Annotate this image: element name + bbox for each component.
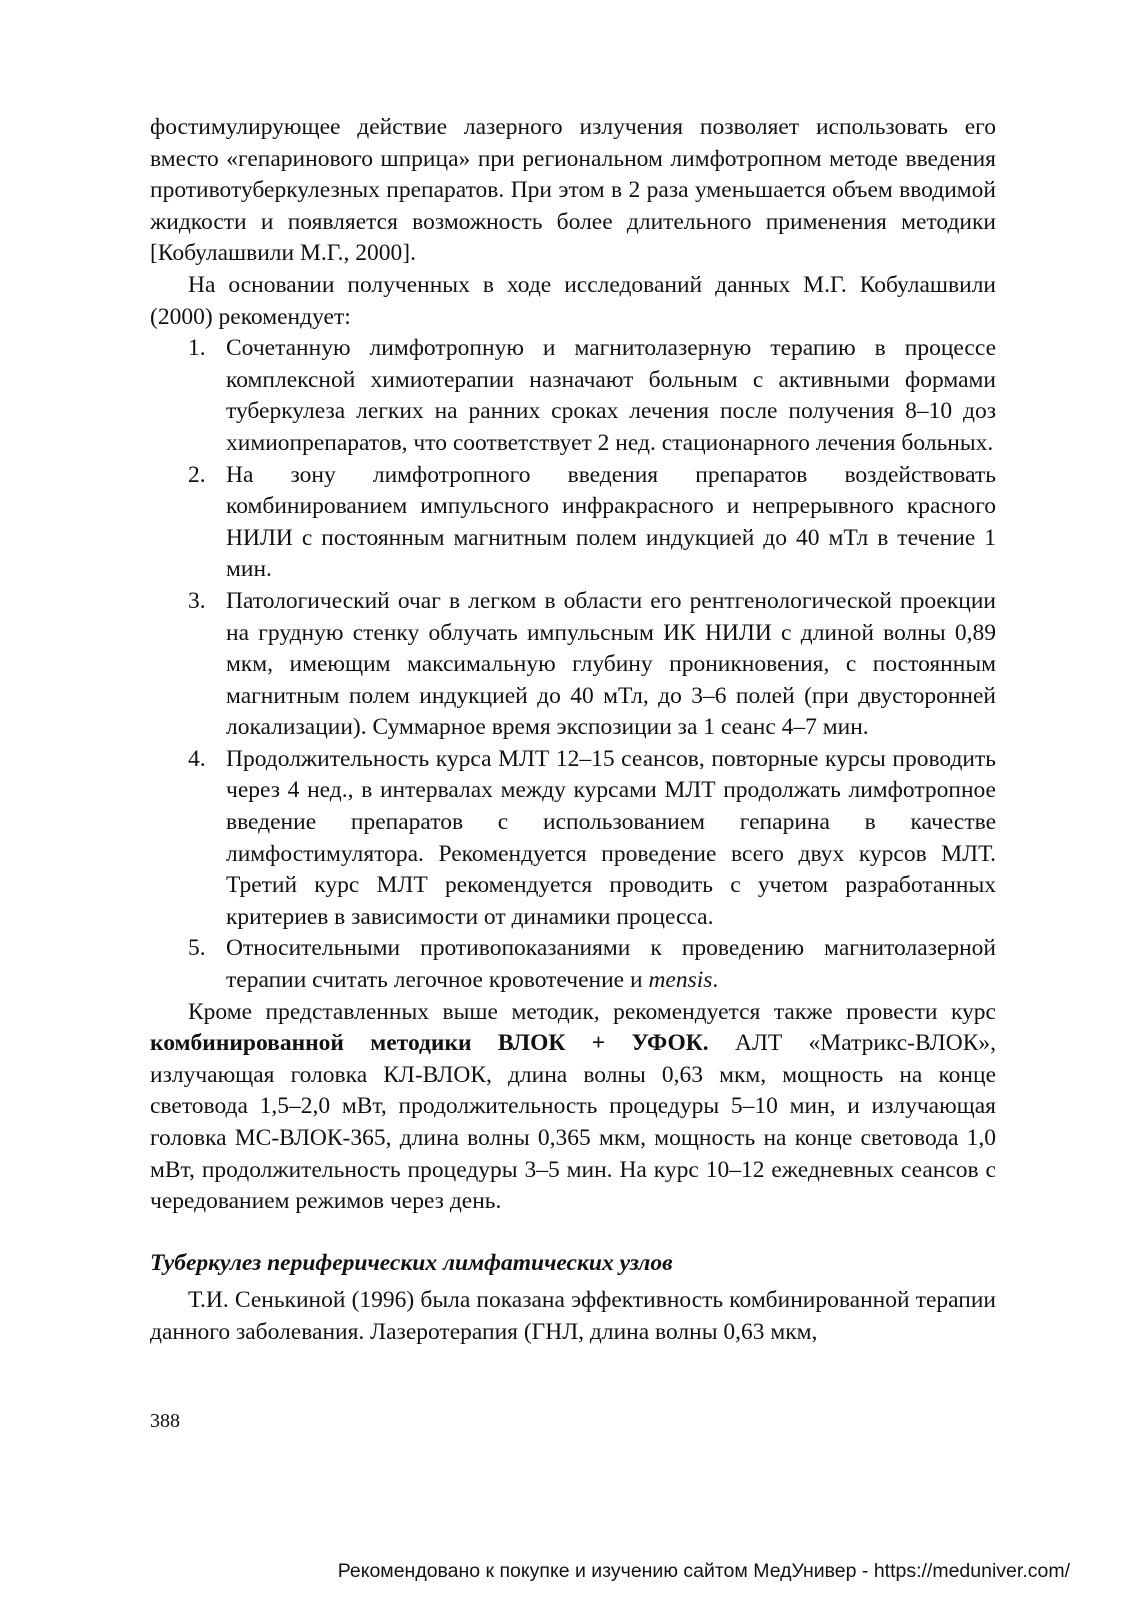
- list-item-text: Сочетанную лимфотропную и магнитолазерную терапию в процессе комплексной химиотерапии назначают больным с активными формами туберкулеза легких на ранних сроках лечения после получения 8–10 доз химиопрепаратов, что соответствует 2 нед. стационарного лечения больных.: [226, 335, 996, 456]
- list-item-text: Относительными противопоказаниями к проведению магнитолазерной терапии считать легочное кровотечение и: [226, 935, 996, 994]
- paragraph-section: Т.И. Сенькиной (1996) была показана эффективность комбинированной терапии данного заболевания. Лазеротерапия (ГНЛ, длина волны 0,63 мкм,: [150, 1287, 996, 1345]
- list-item-number: 3.: [188, 587, 206, 614]
- paragraph-vlok: [150, 997, 996, 1218]
- list-item: [188, 333, 996, 459]
- footer-note: Рекомендовано к покупке и изучению сайтом МедУнивер - https://meduniver.com/: [337, 1560, 1070, 1582]
- list-item-end: .: [712, 967, 719, 994]
- paragraph-vlok-start: Кроме представленных выше методик, рекомендуется также провести курс: [188, 998, 996, 1025]
- list-item: [188, 460, 996, 586]
- list-item-number: 4.: [188, 745, 206, 772]
- list-item-text: Патологический очаг в легком в области его рентгенологической проекции на грудную стенку облучать импульсным ИК НИЛИ с длиной волны 0,89 мкм, имеющим максимальную глубину проникновения, с постоянным магнитным полем индукцией до 40 мТл, до 3–6 полей (при двусторонней локализации). Суммарное время экспозиции за 1 сеанс 4–7 мин.: [226, 587, 996, 741]
- list-item: [188, 933, 996, 996]
- bold-term: комбинированной методики ВЛОК + УФОК.: [150, 1030, 709, 1057]
- paragraph-continuation: фостимулирующее действие лазерного излучения позволяет использовать его вместо «гепаринового шприца» при региональном лимфотропном методе введения противотуберкулезных препаратов. При этом в 2 раза уменьшается объем вводимой жидкости и появляется возможность более длительного применения методики [Кобулашвили М.Г., 2000].: [150, 114, 996, 267]
- list-item: [188, 586, 996, 744]
- section-heading: Туберкулез периферических лимфатических узлов: [150, 1249, 673, 1276]
- italic-term: mensis: [648, 967, 713, 994]
- page-body: [150, 112, 996, 1349]
- list-item-number: 5.: [188, 935, 206, 962]
- list-item: [188, 744, 996, 934]
- list-item-text: Продолжительность курса МЛТ 12–15 сеансов, повторные курсы проводить через 4 нед., в интервалах между курсами МЛТ продолжать лимфотропное введение препаратов с использованием гепарина в качестве лимфостимулятора. Рекомендуется проведение всего двух курсов МЛТ. Третий курс МЛТ рекомендуется проводить с учетом разработанных критериев в зависимости от динамики процесса.: [226, 745, 996, 930]
- list-item-number: 1.: [188, 335, 206, 362]
- paragraph-vlok-rest: АЛТ «Матрикс-ВЛОК», излучающая головка КЛ-ВЛОК, длина волны 0,63 мкм, мощность на конце световода 1,5–2,0 мВт, продолжительность процедуры 5–10 мин, и излучающая головка МС-ВЛОК-365, длина волны 0,365 мкм, мощность на конце световода 1,0 мВт, продолжительность процедуры 3–5 мин. На курс 10–12 ежедневных сеансов с чередованием режимов через день.: [150, 1030, 996, 1215]
- list-item-text: На зону лимфотропного введения препаратов воздействовать комбинированием импульсного инфракрасного и непрерывного красного НИЛИ с постоянным магнитным полем индукцией до 40 мТл в течение 1 мин.: [226, 461, 996, 583]
- list-item-number: 2.: [188, 461, 206, 488]
- recommendations-list: [150, 333, 996, 996]
- paragraph-intro: На основании полученных в ходе исследований данных М.Г. Кобулашвили (2000) рекомендует:: [150, 271, 996, 330]
- page-number: 388: [150, 1410, 180, 1432]
